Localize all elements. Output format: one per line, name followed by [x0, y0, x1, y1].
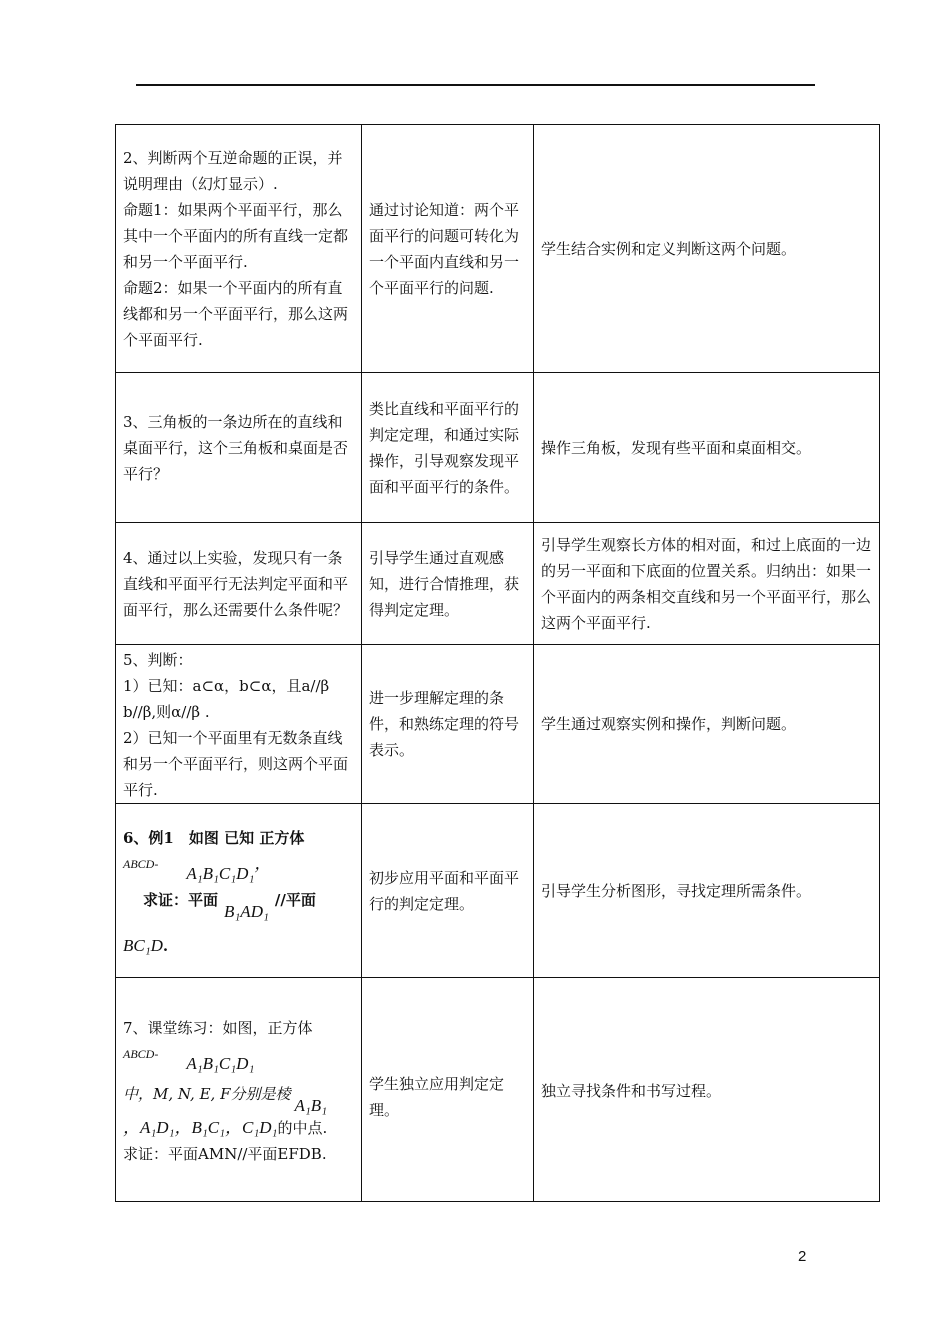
math-expression: ，A₁D₁，B₁C₁，C₁D₁	[123, 1117, 278, 1137]
practice-heading: 7、课堂练习：如图，正方体	[123, 1018, 313, 1037]
question-text: 3、三角板的一条边所在的直线和桌面平行，这个三角板和桌面是否平行？	[123, 412, 349, 483]
question-cell	[116, 804, 362, 978]
teacher-text: 类比直线和平面平行的判定定理，和通过实际操作，引导观察发现平面和平面平行的条件。	[369, 399, 520, 496]
student-text: 引导学生分析图形，寻找定理所需条件。	[541, 881, 812, 900]
practice-text: 的中点.	[277, 1118, 328, 1137]
student-cell	[534, 125, 880, 373]
prove-label: 求证：平面	[143, 890, 219, 909]
math-punct: ，	[254, 853, 272, 873]
student-text: 独立寻找条件和书写过程。	[541, 1081, 722, 1100]
student-text: 学生通过观察实例和操作，判断问题。	[541, 715, 797, 733]
teacher-text: 通过讨论知道：两个平面平行的问题可转化为一个平面内直线和另一个平面平行的问题.	[369, 200, 520, 297]
question-text: 4、通过以上实验，发现只有一条直线和平面平行无法判定平面和平面平行，那么还需要什么条件呢？	[123, 548, 349, 619]
question-cell	[116, 125, 362, 373]
example-heading: 6、例1 如图 已知 正方体	[123, 828, 305, 847]
student-cell	[534, 523, 880, 645]
question-cell	[116, 523, 362, 645]
teacher-cell	[362, 804, 534, 978]
math-expression: B₁AD₁	[224, 901, 269, 921]
student-text: 操作三角板，发现有些平面和桌面相交。	[541, 438, 812, 457]
student-cell	[534, 373, 880, 523]
question-text: 2、判断两个互逆命题的正误，并说明理由（幻灯显示）. 命题1：如果两个平面平行，那么其中一个平面内的所有直线一定都和另一个平面平行. 命题2：如果一个平面内的所有直线都和另一个平面平行，那么这两个平面平行.	[123, 148, 349, 349]
question-cell	[116, 978, 362, 1202]
student-text: 引导学生观察长方体的相对面，和过上底面的一边的另一平面和下底面的位置关系。归纳出：如果一个平面内的两条相交直线和另一个平面平行，那么这两个平面平行.	[541, 535, 872, 632]
parallel-label: //平面	[274, 890, 316, 909]
practice-text: 中，M, N, E, F分别是棱	[123, 1084, 291, 1103]
question-cell	[116, 645, 362, 804]
student-cell	[534, 804, 880, 978]
header-rule	[136, 84, 815, 86]
teacher-text: 进一步理解定理的条件，和熟练定理的符号表示。	[369, 689, 520, 759]
teacher-cell	[362, 125, 534, 373]
teacher-cell	[362, 523, 534, 645]
math-punct: .	[162, 936, 169, 955]
question-text: 5、判断： 1）已知：a⊂α，b⊂α，且a//β b//β,则α//β . 2）已知一个平面里有无数条直线和另一个平面平行，则这两个平面平行.	[123, 651, 349, 799]
math-expression: A₁B₁C₁D₁	[186, 1053, 255, 1073]
teacher-text: 初步应用平面和平面平行的判定定理。	[369, 868, 520, 913]
teacher-text: 引导学生通过直观感知，进行合情推理，获得判定定理。	[369, 548, 520, 619]
lesson-table	[115, 124, 880, 1202]
student-cell	[534, 645, 880, 804]
prove-text: 求证：平面AMN//平面EFDB.	[123, 1144, 327, 1163]
math-expression: A₁B₁C₁D₁	[186, 863, 255, 883]
page-number: 2	[798, 1248, 807, 1265]
table-row	[116, 645, 880, 804]
math-label: ABCD-	[123, 856, 159, 871]
table-row	[116, 804, 880, 978]
student-text: 学生结合实例和定义判断这两个问题。	[541, 239, 797, 258]
teacher-text: 学生独立应用判定定理。	[369, 1074, 505, 1119]
math-expression: A₁B₁	[294, 1095, 328, 1115]
table-row	[116, 978, 880, 1202]
student-cell	[534, 978, 880, 1202]
math-label: ABCD-	[123, 1046, 159, 1061]
teacher-cell	[362, 645, 534, 804]
table-row	[116, 125, 880, 373]
teacher-cell	[362, 978, 534, 1202]
question-cell	[116, 373, 362, 523]
table-row	[116, 523, 880, 645]
table-row	[116, 373, 880, 523]
teacher-cell	[362, 373, 534, 523]
math-expression: BC₁D	[123, 935, 163, 955]
